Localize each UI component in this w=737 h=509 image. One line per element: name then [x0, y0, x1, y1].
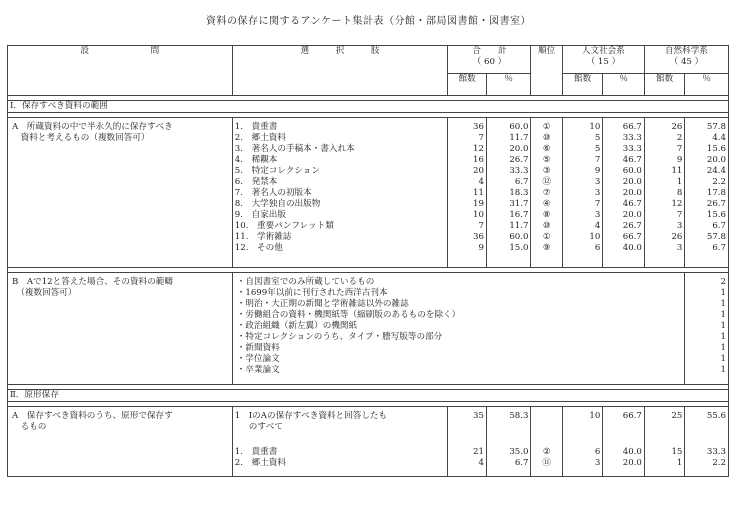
header-total: [448, 46, 531, 74]
header-rank: 順位: [531, 46, 562, 96]
header-total-n: （ 60 ）: [472, 57, 507, 67]
question-label: B Aで12と答えた場合、その資料の範疇 （複数回答可）: [8, 273, 233, 385]
sci-pct-col: [685, 407, 729, 477]
sub-total: 21 4: [472, 447, 484, 468]
option-text: ⅠのAの保存すべき資料と回答したも のすべて: [248, 411, 388, 432]
header-sci-count: 館数: [644, 74, 685, 96]
sub-hum-pct: 40.0 20.0: [622, 447, 642, 468]
hum-pct-col: [603, 407, 645, 477]
question-label: A 所蔵資料の中で半永久的に保存すべき 資料と考えるもの（複数回答可）: [8, 118, 233, 268]
opt1-hum-pct: 66.7: [622, 411, 642, 421]
header-total-count: 館数: [448, 74, 486, 96]
sub-sci: 15 1: [671, 447, 683, 468]
sci-pct-col: 57.8 4.4 15.6 20.0 24.4 2.2 17.8 26.7 15.6 6.7 57.8 6.7: [685, 118, 729, 268]
header-sci-percent: ％: [685, 74, 729, 96]
header-humanities-n: （ 15 ）: [586, 57, 621, 67]
section-heading: Ⅰ．保存すべき資料の範囲: [8, 101, 729, 113]
option-list: [232, 407, 448, 477]
opt1-total: 35: [472, 411, 484, 421]
header-question: 設 問: [8, 46, 233, 96]
option-number: 1: [234, 411, 241, 421]
sub-rank: ② ⑪: [542, 447, 551, 468]
sub-pct: 35.0 6.7: [509, 447, 529, 468]
hum-count-col: 10 5 5 7 9 3 3 7 3 4 10 6: [562, 118, 603, 268]
rank-col: [531, 407, 562, 477]
page-title: 資料の保存に関するアンケート集計表（分館・部局図書館・図書室）: [206, 16, 531, 27]
header-science: [644, 46, 728, 74]
total-count-col: [448, 407, 486, 477]
category-list: ・自図書室でのみ所蔵しているもの ・1699年以前に刊行された西洋古刊本 ・明治・大正期の新聞と学術雑誌以外の雑誌 ・労働組合の資料・機関紙等（縮刷版のあるものを除く） ・政治組織（新左翼）の機関紙 ・特定コレクションのうち、タイプ・謄写版等の部分 ・新聞資料 ・学位論文 ・卒業論文: [232, 273, 685, 385]
header-hum-count: 館数: [562, 74, 603, 96]
survey-table: [7, 45, 729, 477]
total-pct-col: [486, 407, 531, 477]
hum-pct-col: 66.7 33.3 33.3 46.7 60.0 20.0 20.0 46.7 20.0 26.7 66.7 40.0: [603, 118, 645, 268]
header-science-n: （ 45 ）: [669, 57, 704, 67]
total-pct-col: 60.0 11.7 20.0 26.7 33.3 6.7 18.3 31.7 16.7 11.7 60.0 15.0: [486, 118, 531, 268]
opt1-pct: 58.3: [509, 411, 529, 421]
hum-count-col: [562, 407, 603, 477]
question-label: A 保存すべき資料のうち、原形で保存す るもの: [8, 407, 233, 477]
header-total-percent: ％: [486, 74, 531, 96]
header-humanities: [562, 46, 644, 74]
option-list: 1. 貴重書 2. 郷土資料 3. 著名人の手稿本・書入れ本 4. 稀覯本 5. 特定コレクション 6. 発禁本 7. 著名人の初版本 8. 大学独自の出版物 9. 自家出版 10. 重要パンフレット類 11. 学術雑誌 12. その他: [232, 118, 448, 268]
header-total-label: 合 計: [472, 46, 507, 56]
total-count-col: 36 7 12 16 20 4 11 19 10 7 36 9: [448, 118, 486, 268]
category-counts: 2 1 1 1 1 1 1 1 1: [685, 273, 729, 385]
opt1-sci-pct: 55.6: [706, 411, 726, 421]
rank-col: ① ⑩ ⑥ ⑤ ③ ⑫ ⑦ ④ ⑧ ⑩ ① ⑨: [531, 118, 562, 268]
header-options: 選 択 肢: [232, 46, 448, 96]
sub-sci-pct: 33.3 2.2: [706, 447, 726, 468]
sub-hum: 6 3: [594, 447, 601, 468]
sub-option-list: 1. 貴重書 2. 郷土資料: [234, 447, 286, 468]
opt1-hum: 10: [589, 411, 601, 421]
sci-count-col: [644, 407, 685, 477]
section-heading: Ⅱ．原形保存: [8, 390, 729, 402]
header-hum-percent: ％: [603, 74, 645, 96]
header-humanities-label: 人文社会系: [581, 46, 625, 56]
sci-count-col: 26 2 7 9 11 1 8 12 7 3 26 3: [644, 118, 685, 268]
opt1-sci: 25: [671, 411, 683, 421]
header-science-label: 自然科学系: [664, 46, 708, 56]
